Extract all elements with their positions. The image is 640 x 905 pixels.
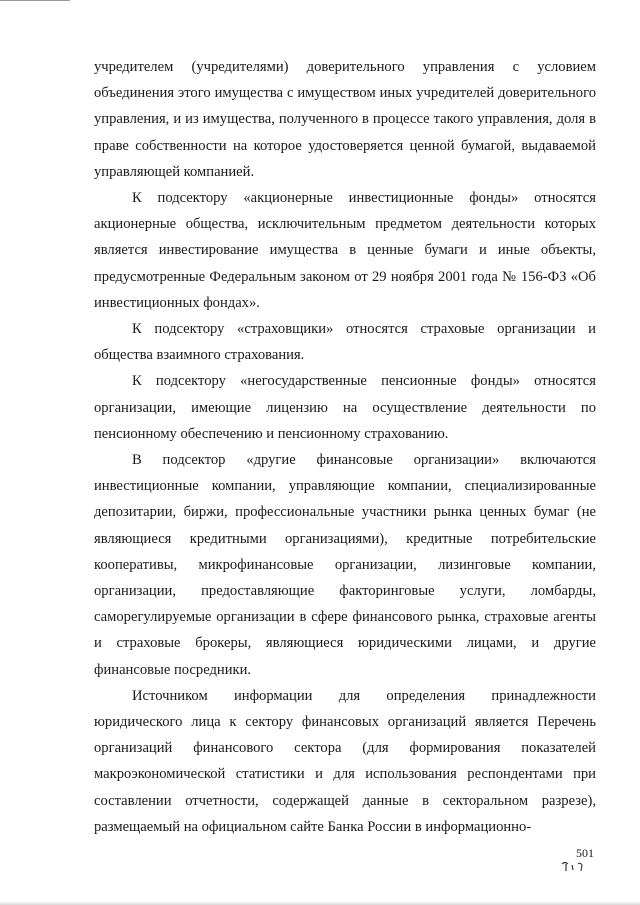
handwritten-mark-icon (560, 858, 588, 874)
paragraph-continuation: учредителем (учредителями) доверительного управления с условием объединения этого имущества с имуществом иных учредителей доверительного управления, и из имущества, полученного в процессе такого управления, доля в праве собственности на которое удостоверяется ценной бумагой, выдаваемой управляющей компанией. (94, 59, 596, 180)
paragraph-insurers: К подсектору «страховщики» относятся страховые организации и общества взаимного страхования. (94, 321, 596, 364)
paragraph-other-financial-organizations: В подсектор «другие финансовые организации» включаются инвестиционные компании, управляющие компании, специализированные депозитарии, биржи, профессиональные участники рынка ценных бумаг (не являющиеся кредитными организациями), кредитные потребительские кооперативы, микрофинансовые организации, лизинговые компании, организации, предоставляющие факторинговые услуги, ломбарды, саморегулируемые организации в сфере финансового рынка, страховые агенты и страховые брокеры, являющиеся юридическими лицами, и другие финансовые посредники. (94, 452, 596, 678)
paragraph-information-source: Источником информации для определения принадлежности юридического лица к сектору финансовых организаций является Перечень организаций финансового сектора (для формирования показателей макроэкономической статистики и для использования респондентами при составлении отчетности, содержащей данные в секторальном разрезе), размещаемый на официальном сайте Банка России в информационно- (94, 687, 596, 835)
paragraph-equity-investment-funds: К подсектору «акционерные инвестиционные фонды» относятся акционерные общества, исключительным предметом деятельности которых является инвестирование имущества в ценные бумаги и иные объекты, предусмотренные Федеральным законом от 29 ноября 2001 года № 156-ФЗ «Об инвестиционных фондах». (94, 190, 596, 311)
scan-bottom-edge (0, 901, 640, 905)
page-number: 501 (576, 846, 594, 860)
document-body (94, 54, 596, 840)
scan-top-edge (0, 0, 70, 1)
paragraph-pension-funds: К подсектору «негосударственные пенсионные фонды» относятся организации, имеющие лицензию на осуществление деятельности по пенсионному обеспечению и пенсионному страхованию. (94, 373, 596, 442)
